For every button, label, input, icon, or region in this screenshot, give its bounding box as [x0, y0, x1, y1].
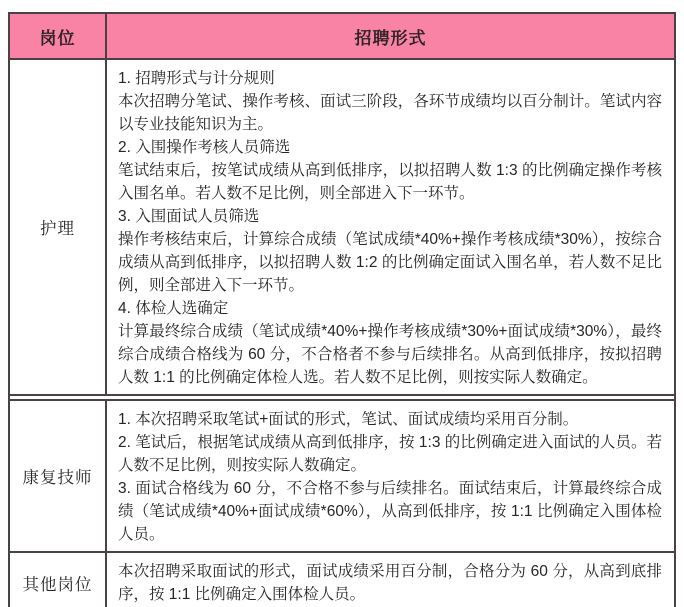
paragraph: 1. 招聘形式与计分规则	[118, 70, 275, 87]
table-row-nursing	[10, 60, 674, 394]
format-details-nursing	[107, 60, 674, 394]
paragraph: 4. 体检人选确定	[118, 300, 229, 317]
paragraph: 2. 入围操作考核人员筛选	[118, 139, 291, 156]
recruitment-format-table	[8, 12, 676, 607]
paragraph: 笔试结束后，按笔试成绩从高到低排序，以拟招聘人数 1:3 的比例确定操作考核入围名单。若人数不足比例，则全部进入下一环节。	[118, 162, 662, 202]
position-label-rehab: 康复技师	[10, 401, 107, 551]
paragraph: 本次招聘分笔试、操作考核、面试三阶段，各环节成绩均以百分制计。笔试内容以专业技能知识为主。	[118, 93, 662, 133]
paragraph: 1. 本次招聘采取笔试+面试的形式，笔试、面试成绩均采用百分制。	[118, 411, 579, 428]
paragraph: 本次招聘采取面试的形式，面试成绩采用百分制，合格分为 60 分，从高到底排序，按 1:1 比例确定入围体检人员。	[118, 563, 662, 603]
header-cell-format: 招聘形式	[107, 14, 674, 58]
table-header-row	[10, 14, 674, 60]
header-cell-position: 岗位	[10, 14, 107, 58]
format-details-rehab	[107, 401, 674, 551]
paragraph: 3. 面试合格线为 60 分，不合格不参与后续排名。面试结束后，计算最终综合成绩（笔试成绩*40%+面试成绩*60%），从高到低排序，按 1:1 比例确定入围体检人员。	[118, 480, 662, 543]
paragraph: 操作考核结束后，计算综合成绩（笔试成绩*40%+操作考核成绩*30%），按综合成绩从高到低排序，以拟招聘人数 1:2 的比例确定面试入围名单，若人数不足比例，则全部进入下一环节。	[118, 231, 662, 294]
table-row-rehab-technician	[10, 401, 674, 553]
paragraph: 2. 笔试后，根据笔试成绩从高到低排序，按 1:3 的比例确定进入面试的人员。若人数不足比例，则按实际人数确定。	[118, 434, 662, 474]
format-details-other	[107, 553, 674, 607]
table-row-other-positions	[10, 553, 674, 607]
paragraph: 3. 入围面试人员筛选	[118, 208, 260, 225]
paragraph: 计算最终综合成绩（笔试成绩*40%+操作考核成绩*30%+面试成绩*30%），最终综合成绩合格线为 60 分，不合格者不参与后续排名。从高到低排序，按拟招聘人数 1:1 的比例确定体检人选。若人数不足比例，则按实际人数确定。	[118, 323, 662, 386]
position-label-nursing: 护理	[10, 60, 107, 394]
row-divider-double-line	[10, 394, 674, 401]
position-label-other: 其他岗位	[10, 553, 107, 607]
